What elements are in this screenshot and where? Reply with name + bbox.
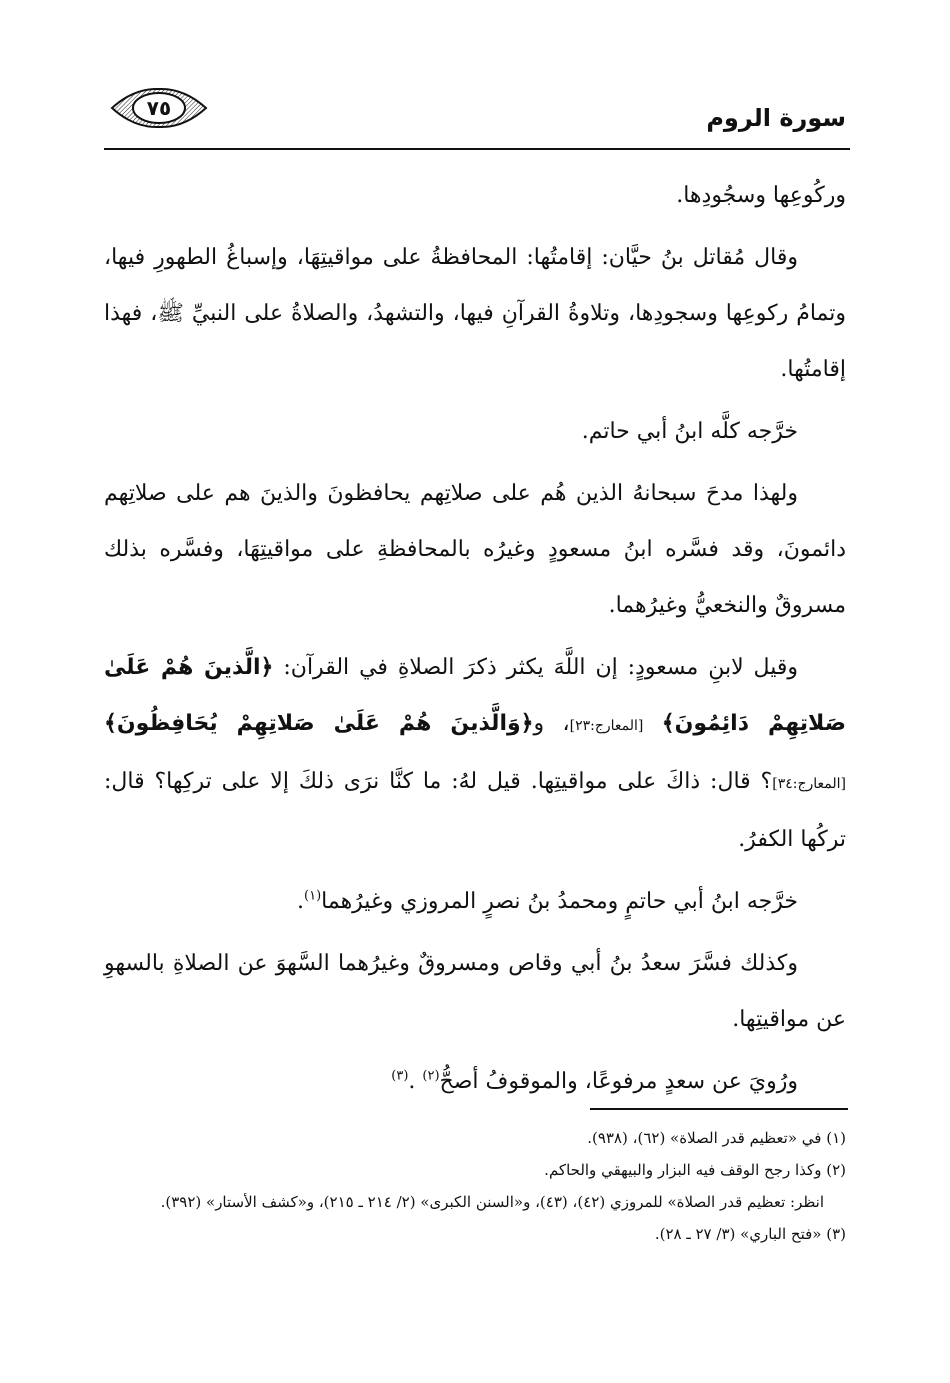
paragraph-6-end: .: [297, 889, 304, 914]
header-divider: [104, 148, 850, 150]
footnote-divider: [590, 1108, 848, 1110]
verse-reference-1: [المعارج:٢٣]: [569, 718, 644, 734]
footnote-marker-3[interactable]: (٣): [391, 1068, 409, 1084]
page-header: [104, 82, 850, 146]
main-text: [104, 168, 846, 1116]
paragraph-3: خرَّجه كلَّه ابنُ أبي حاتم.: [581, 419, 798, 444]
page-number-badge: [104, 86, 214, 130]
footnote-3: (٣) «فتح الباري» (٣/ ٢٧ ـ ٢٨).: [654, 1225, 846, 1243]
paragraph-5-text-b: ، و: [533, 711, 570, 736]
paragraph-5: [104, 640, 846, 868]
paragraph-8-text: ورُويَ عن سعدٍ مرفوعًا، والموقوفُ أصحُّ: [439, 1069, 798, 1094]
verse-reference-2: [المعارج:٣٤]: [772, 776, 846, 792]
paragraph-1: وركُوعِها وسجُودِها.: [676, 183, 846, 208]
quran-verse-1: ﴿الَّذينَ هُمْ عَلَىٰ صَلاتِهِمْ دَائِمُونَ﴾: [104, 655, 846, 736]
paragraph-6-text: خرَّجه ابنُ أبي حاتمٍ ومحمدُ بنُ نصرٍ المروزي وغيرُهما: [321, 889, 798, 914]
paragraph-7: وكذلك فسَّرَ سعدُ بنُ أبي وقاص ومسروقٌ وغيرُهما السَّهوَ عن الصلاةِ بالسهوِ عن مواقيتِها.: [104, 951, 846, 1032]
quran-verse-2: ﴿وَالَّذينَ هُمْ عَلَىٰ صَلاتِهِمْ يُحَافِظُونَ﴾: [104, 711, 534, 736]
paragraph-8: [104, 1054, 846, 1110]
paragraph-4: ولهذا مدحَ سبحانهُ الذين هُم على صلاتِهم يحافظونَ والذينَ هم على صلاتِهم دائمونَ، وقد فسَّره ابنُ مسعودٍ وغيرُه بالمحافظةِ على مواقيتِهَا، وفسَّره بذلك مسروقٌ والنخعيُّ وغيرُهما.: [104, 481, 846, 618]
paragraph-5-text-c: ؟ قال: ذاكَ على مواقيتِها. قيل لهُ: ما كنَّا نرَى ذلكَ إلا على تركِها؟ قال: تركُها الكفرُ.: [104, 769, 846, 852]
page-number: ٧٥: [146, 96, 172, 120]
paragraph-2: وقال مُقاتل بنُ حيَّان: إقامتُها: المحافظةُ على مواقيتِهَا، وإسباغُ الطهورِ فيها، وتمامُ ركوعِها وسجودِها، وتلاوةُ القرآنِ فيها، والتشهدُ، والصلاةُ على النبيِّ ﷺ، فهذا إقامتُها.: [104, 245, 846, 382]
footnote-marker-1[interactable]: (١): [304, 888, 322, 904]
footnote-1: (١) في «تعظيم قدر الصلاة» (٦٢)، (٩٣٨).: [587, 1129, 846, 1147]
surah-title: سورة الروم: [706, 104, 846, 132]
paragraph-5-text-a: وقيل لابنِ مسعودٍ: إن اللَّهَ يكثر ذكرَ الصلاةِ في القرآن:: [273, 655, 798, 680]
footnote-marker-2[interactable]: (٢): [422, 1068, 440, 1084]
footnotes: [104, 1122, 846, 1250]
footnote-2: (٢) وكذا رجح الوقف فيه البزار والبيهقي والحاكم.: [544, 1161, 846, 1179]
paragraph-8-end: .: [408, 1069, 416, 1094]
paragraph-6: [104, 874, 846, 930]
footnote-2-continued: انظر: تعظيم قدر الصلاة» للمروزي (٤٢)، (٤٣)، و«السنن الكبرى» (٢/ ٢١٤ ـ ٢١٥)، و«كشف الأستار» (٣٩٢).: [160, 1193, 824, 1211]
